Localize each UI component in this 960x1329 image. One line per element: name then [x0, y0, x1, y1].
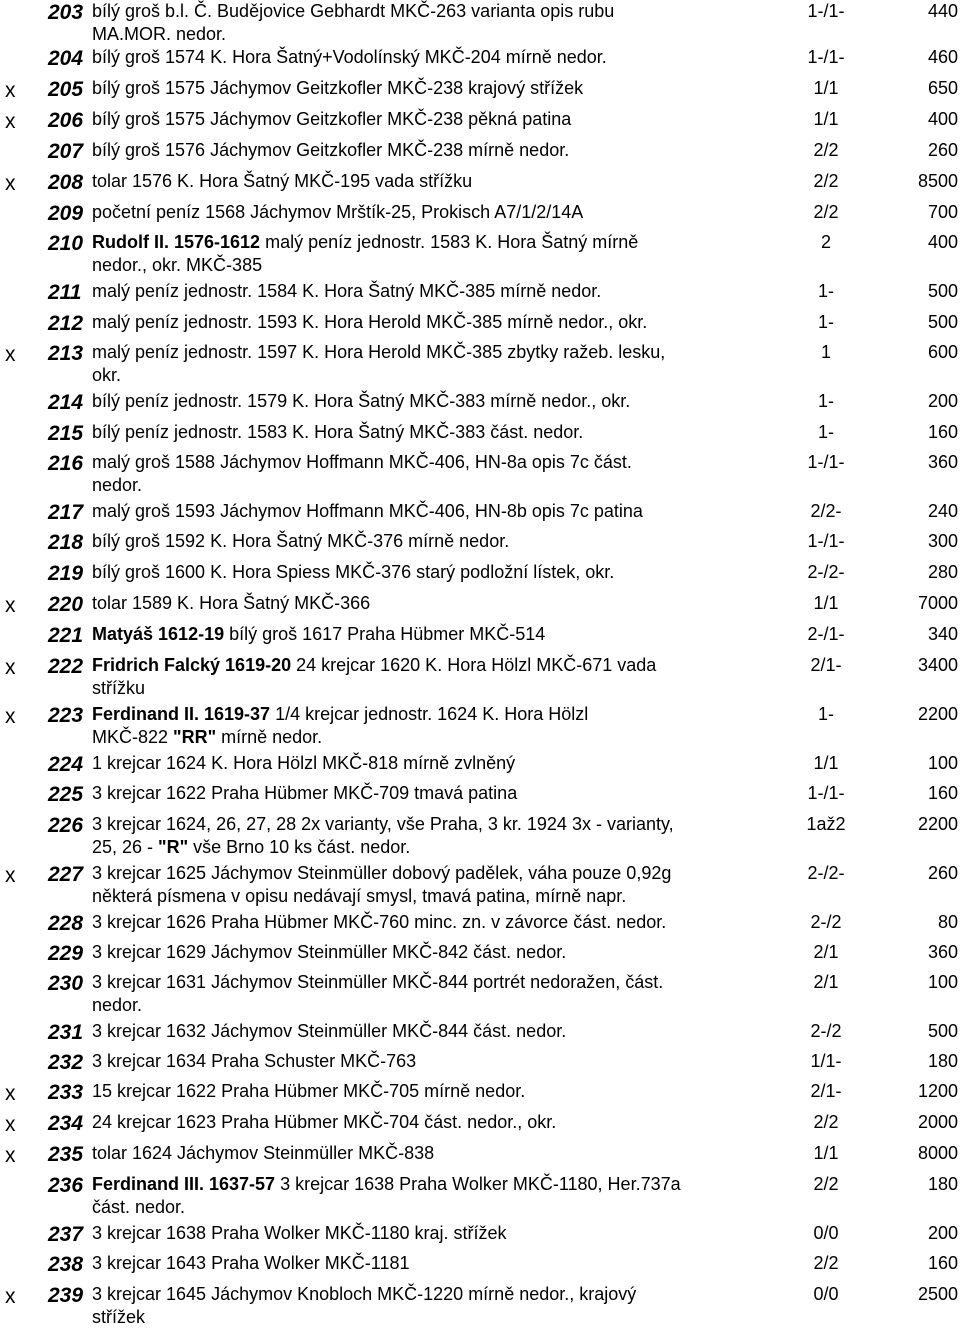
- description-text: malý peníz jednostr. 1584 K. Hora Šatný MKČ-385 mírně nedor.: [92, 281, 602, 301]
- rarity-mark: "RR": [173, 727, 217, 747]
- lot-grade: 2/2: [813, 171, 839, 191]
- lot-number: 226: [48, 814, 84, 837]
- description-text: bílý groš 1574 K. Hora Šatný+Vodolínský MKČ-204 mírně nedor.: [92, 47, 607, 67]
- description-text: bílý groš b.l. Č. Budějovice Gebhardt MKČ-263 varianta opis rubu: [92, 1, 615, 21]
- lot-description: [92, 201, 772, 224]
- description-text: tolar 1576 K. Hora Šatný MKČ-195 vada střížku: [92, 171, 473, 191]
- lot-number: 217: [48, 501, 84, 524]
- lot-grade: 1: [820, 342, 831, 362]
- lot-row: [0, 813, 960, 859]
- lot-grade: 1/1: [813, 1143, 839, 1163]
- lot-description-line: [92, 994, 772, 1017]
- lot-price: 400: [927, 109, 958, 129]
- lot-description-line: [92, 341, 772, 364]
- lot-number: 219: [48, 562, 84, 585]
- lot-number: 227: [48, 863, 84, 886]
- lot-grade: 1/1: [813, 593, 839, 613]
- description-text: bílý groš 1592 K. Hora Šatný MKČ-376 mírně nedor.: [92, 531, 510, 551]
- description-text: bílý peníz jednostr. 1583 K. Hora Šatný MKČ-383 část. nedor.: [92, 422, 584, 442]
- lot-price: 360: [927, 942, 958, 962]
- lot-description-line: [92, 77, 772, 100]
- lot-row: [0, 0, 960, 46]
- lot-description: [92, 1020, 772, 1043]
- lot-grade: 0/0: [813, 1223, 839, 1243]
- lot-grade: 1-: [817, 281, 834, 301]
- lot-description-line: [92, 1111, 772, 1134]
- description-text: malý peníz jednostr. 1597 K. Hora Herold MKČ-385 zbytky ražeb. lesku,: [92, 342, 666, 362]
- lot-grade: 1/1-: [810, 1051, 842, 1071]
- lot-description-line: [92, 1020, 772, 1043]
- lot-number: 220: [48, 593, 84, 616]
- lot-row: [0, 341, 960, 387]
- lot-mark: x: [5, 110, 16, 133]
- lot-number: 235: [48, 1143, 84, 1166]
- lot-description: [92, 703, 772, 749]
- lot-price: 460: [927, 47, 958, 67]
- lot-price: 260: [927, 140, 958, 160]
- lot-number: 213: [48, 342, 84, 365]
- lot-description-line: [92, 1222, 772, 1245]
- lot-grade: 2-/2-: [807, 562, 845, 582]
- lot-number: 211: [48, 281, 82, 304]
- lot-description: [92, 1050, 772, 1073]
- lot-description: [92, 1142, 772, 1165]
- lot-description: [92, 862, 772, 908]
- ruler-heading: Rudolf II. 1576-1612: [92, 232, 261, 252]
- lot-grade: 1-/1-: [807, 531, 845, 551]
- lot-row: [0, 971, 960, 1017]
- lot-description-line: [92, 390, 772, 413]
- lot-description: [92, 170, 772, 193]
- lot-mark: x: [5, 1144, 16, 1167]
- lot-number: 221: [48, 624, 84, 647]
- lot-description-line: [92, 0, 772, 23]
- description-text: 3 krejcar 1632 Jáchymov Steinmüller MKČ-844 část. nedor.: [92, 1021, 567, 1041]
- lot-price: 260: [927, 863, 958, 883]
- lot-number: 234: [48, 1112, 84, 1135]
- lot-description: [92, 623, 772, 646]
- description-text: 3 krejcar 1634 Praha Schuster MKČ-763: [92, 1051, 417, 1071]
- lot-grade: 1/1: [813, 753, 839, 773]
- lot-price: 180: [927, 1174, 958, 1194]
- lot-number: 225: [48, 783, 84, 806]
- lot-mark: x: [5, 343, 16, 366]
- lot-price: 8500: [917, 171, 958, 191]
- lot-description: [92, 1111, 772, 1134]
- lot-description-line: [92, 254, 772, 277]
- lot-price: 160: [927, 783, 958, 803]
- description-text: vše Brno 10 ks část. nedor.: [188, 837, 411, 857]
- lot-price: 340: [927, 624, 958, 644]
- lot-price: 160: [927, 422, 958, 442]
- lot-grade: 0/0: [813, 1284, 839, 1304]
- lot-number: 224: [48, 753, 84, 776]
- lot-number: 223: [48, 704, 84, 727]
- lot-description-line: [92, 726, 772, 749]
- lot-description: [92, 1173, 772, 1219]
- ruler-heading: Ferdinand III. 1637-57: [92, 1174, 276, 1194]
- lot-number: 233: [48, 1081, 84, 1104]
- description-text: nedor., okr. MKČ-385: [92, 255, 263, 275]
- lot-description-line: [92, 280, 772, 303]
- lot-description: [92, 911, 772, 934]
- lot-description-line: [92, 592, 772, 615]
- lot-description-line: [92, 941, 772, 964]
- lot-number: 238: [48, 1253, 84, 1276]
- lot-grade: 2/1-: [810, 655, 842, 675]
- lot-price: 240: [927, 501, 958, 521]
- description-text: 24 krejcar 1620 K. Hora Hölzl MKČ-671 vada: [291, 655, 657, 675]
- lot-row: [0, 703, 960, 749]
- lot-mark: x: [5, 705, 16, 728]
- lot-number: 206: [48, 109, 84, 132]
- lot-price: 400: [927, 232, 958, 252]
- lot-price: 500: [927, 281, 958, 301]
- lot-number: 232: [48, 1051, 84, 1074]
- lot-grade: 2/2: [813, 1174, 839, 1194]
- description-text: část. nedor.: [92, 1197, 186, 1217]
- lot-grade: 1-: [817, 391, 834, 411]
- lot-description: [92, 421, 772, 444]
- lot-description-line: [92, 1142, 772, 1165]
- lot-number: 216: [48, 452, 84, 475]
- description-text: 3 krejcar 1631 Jáchymov Steinmüller MKČ-844 portrét nedoražen, část.: [92, 972, 664, 992]
- lot-description-line: [92, 311, 772, 334]
- lot-number: 207: [48, 140, 84, 163]
- rarity-mark: "R": [158, 837, 189, 857]
- lot-description-line: [92, 46, 772, 69]
- description-text: nedor.: [92, 995, 143, 1015]
- lot-description-line: [92, 885, 772, 908]
- lot-description-line: [92, 421, 772, 444]
- description-text: střížku: [92, 678, 146, 698]
- lot-grade: 1-/1-: [807, 47, 845, 67]
- lot-row: [0, 862, 960, 908]
- lot-description: [92, 1222, 772, 1245]
- lot-mark: x: [5, 172, 16, 195]
- lot-grade: 1-/1-: [807, 452, 845, 472]
- lot-number: 209: [48, 202, 84, 225]
- lot-description: [92, 1252, 772, 1275]
- lot-number: 228: [48, 912, 84, 935]
- lot-row: [0, 231, 960, 277]
- description-text: 25, 26 -: [92, 837, 159, 857]
- description-text: bílý peníz jednostr. 1579 K. Hora Šatný MKČ-383 mírně nedor., okr.: [92, 391, 631, 411]
- lot-description: [92, 971, 772, 1017]
- lot-grade: 2-/1-: [807, 624, 845, 644]
- lot-description: [92, 390, 772, 413]
- description-text: bílý groš 1575 Jáchymov Geitzkofler MKČ-238 krajový střížek: [92, 78, 584, 98]
- lot-description-line: [92, 139, 772, 162]
- lot-mark: x: [5, 1285, 16, 1308]
- lot-grade: 1-/1-: [807, 1, 845, 21]
- description-text: 15 krejcar 1622 Praha Hübmer MKČ-705 mírně nedor.: [92, 1081, 526, 1101]
- lot-price: 650: [927, 78, 958, 98]
- lot-description: [92, 592, 772, 615]
- lot-number: 215: [48, 422, 84, 445]
- lot-description-line: [92, 1050, 772, 1073]
- description-text: nedor.: [92, 475, 143, 495]
- lot-description: [92, 231, 772, 277]
- description-text: 1/4 krejcar jednostr. 1624 K. Hora Hölzl: [270, 704, 589, 724]
- lot-price: 2200: [917, 704, 958, 724]
- lot-description-line: [92, 703, 772, 726]
- lot-description-line: [92, 1283, 772, 1306]
- lot-description-line: [92, 1306, 772, 1329]
- lot-grade: 2/1-: [810, 1081, 842, 1101]
- lot-description-line: [92, 500, 772, 523]
- lot-number: 210: [48, 232, 84, 255]
- lot-description: [92, 813, 772, 859]
- description-text: 3 krejcar 1629 Jáchymov Steinmüller MKČ-842 část. nedor.: [92, 942, 567, 962]
- lot-price: 300: [927, 531, 958, 551]
- lot-number: 229: [48, 942, 84, 965]
- lot-number: 204: [48, 47, 84, 70]
- description-text: 3 krejcar 1622 Praha Hübmer MKČ-709 tmavá patina: [92, 783, 518, 803]
- lot-description-line: [92, 23, 772, 46]
- description-text: malý peníz jednostr. 1583 K. Hora Šatný mírně: [260, 232, 639, 252]
- lot-row: [0, 451, 960, 497]
- lot-grade: 2-/2: [810, 912, 842, 932]
- description-text: bílý groš 1617 Praha Hübmer MKČ-514: [224, 624, 546, 644]
- lot-description: [92, 341, 772, 387]
- lot-mark: x: [5, 79, 16, 102]
- lot-number: 212: [48, 312, 84, 335]
- lot-grade: 1/1: [813, 109, 839, 129]
- lot-row: [0, 1173, 960, 1219]
- lot-description: [92, 311, 772, 334]
- description-text: početní peníz 1568 Jáchymov Mrštík-25, Prokisch A7/1/2/14A: [92, 202, 584, 222]
- lot-description-line: [92, 971, 772, 994]
- lot-price: 160: [927, 1253, 958, 1273]
- lot-description: [92, 782, 772, 805]
- lot-price: 7000: [917, 593, 958, 613]
- lot-description: [92, 561, 772, 584]
- ruler-heading: Ferdinand II. 1619-37: [92, 704, 271, 724]
- lot-description-line: [92, 1080, 772, 1103]
- description-text: 1 krejcar 1624 K. Hora Hölzl MKČ-818 mírně zvlněný: [92, 753, 516, 773]
- lot-mark: x: [5, 1082, 16, 1105]
- description-text: malý groš 1588 Jáchymov Hoffmann MKČ-406, HN-8a opis 7c část.: [92, 452, 632, 472]
- description-text: 3 krejcar 1624, 26, 27, 28 2x varianty, vše Praha, 3 kr. 1924 3x - varianty,: [92, 814, 674, 834]
- description-text: tolar 1624 Jáchymov Steinmüller MKČ-838: [92, 1143, 435, 1163]
- lot-number: 237: [48, 1223, 84, 1246]
- lot-price: 200: [927, 391, 958, 411]
- ruler-heading: Matyáš 1612-19: [92, 624, 225, 644]
- lot-grade: 2/2: [813, 202, 839, 222]
- lot-grade: 2: [820, 232, 831, 252]
- lot-grade: 2/2: [813, 1112, 839, 1132]
- lot-description-line: [92, 813, 772, 836]
- lot-description-line: [92, 451, 772, 474]
- description-text: mírně nedor.: [216, 727, 323, 747]
- description-text: malý peníz jednostr. 1593 K. Hora Herold MKČ-385 mírně nedor., okr.: [92, 312, 648, 332]
- lot-grade: 1-: [817, 704, 834, 724]
- lot-grade: 1až2: [806, 814, 846, 834]
- lot-grade: 1/1: [813, 78, 839, 98]
- lot-mark: x: [5, 656, 16, 679]
- lot-price: 500: [927, 1021, 958, 1041]
- lot-description-line: [92, 231, 772, 254]
- lot-grade: 2/2: [813, 140, 839, 160]
- lot-row: [0, 654, 960, 700]
- description-text: MA.MOR. nedor.: [92, 24, 227, 44]
- lot-price: 360: [927, 452, 958, 472]
- lot-price: 280: [927, 562, 958, 582]
- lot-number: 214: [48, 391, 84, 414]
- lot-description-line: [92, 561, 772, 584]
- ruler-heading: Fridrich Falcký 1619-20: [92, 655, 292, 675]
- lot-number: 231: [48, 1021, 84, 1044]
- description-text: střížek: [92, 1307, 146, 1327]
- lot-grade: 2-/2-: [807, 863, 845, 883]
- lot-row: [0, 1283, 960, 1329]
- lot-grade: 2-/2: [810, 1021, 842, 1041]
- lot-price: 600: [927, 342, 958, 362]
- description-text: malý groš 1593 Jáchymov Hoffmann MKČ-406, HN-8b opis 7c patina: [92, 501, 643, 521]
- lot-description: [92, 941, 772, 964]
- lot-price: 440: [927, 1, 958, 21]
- lot-description: [92, 108, 772, 131]
- description-text: 3 krejcar 1625 Jáchymov Steinmüller dobový padělek, váha pouze 0,92g: [92, 863, 672, 883]
- lot-number: 222: [48, 655, 84, 678]
- lot-price: 100: [927, 753, 958, 773]
- lot-grade: 1-: [817, 422, 834, 442]
- lot-description-line: [92, 862, 772, 885]
- lot-description: [92, 77, 772, 100]
- lot-description: [92, 530, 772, 553]
- lot-number: 205: [48, 78, 84, 101]
- description-text: některá písmena v opisu nedávají smysl, tmavá patina, mírně napr.: [92, 886, 627, 906]
- lot-description-line: [92, 677, 772, 700]
- description-text: bílý groš 1576 Jáchymov Geitzkofler MKČ-238 mírně nedor.: [92, 140, 570, 160]
- lot-description: [92, 654, 772, 700]
- lot-description: [92, 1080, 772, 1103]
- lot-price: 2000: [917, 1112, 958, 1132]
- description-text: bílý groš 1600 K. Hora Spiess MKČ-376 starý podložní lístek, okr.: [92, 562, 615, 582]
- lot-grade: 2/1: [813, 972, 839, 992]
- lot-description-line: [92, 623, 772, 646]
- lot-price: 700: [927, 202, 958, 222]
- lot-description: [92, 451, 772, 497]
- lot-number: 239: [48, 1284, 84, 1307]
- lot-price: 3400: [917, 655, 958, 675]
- lot-description-line: [92, 364, 772, 387]
- description-text: 3 krejcar 1638 Praha Wolker MKČ-1180, Her.737a: [275, 1174, 681, 1194]
- lot-grade: 2/2: [813, 1253, 839, 1273]
- lot-price: 1200: [917, 1081, 958, 1101]
- description-text: 24 krejcar 1623 Praha Hübmer MKČ-704 část. nedor., okr.: [92, 1112, 557, 1132]
- lot-description: [92, 500, 772, 523]
- lot-number: 203: [48, 1, 84, 24]
- description-text: 3 krejcar 1626 Praha Hübmer MKČ-760 minc. zn. v závorce část. nedor.: [92, 912, 667, 932]
- lot-grade: 1-/1-: [807, 783, 845, 803]
- description-text: 3 krejcar 1643 Praha Wolker MKČ-1181: [92, 1253, 410, 1273]
- lot-description-line: [92, 782, 772, 805]
- lot-price: 2200: [917, 814, 958, 834]
- lot-description-line: [92, 1252, 772, 1275]
- description-text: okr.: [92, 365, 122, 385]
- description-text: bílý groš 1575 Jáchymov Geitzkofler MKČ-238 pěkná patina: [92, 109, 572, 129]
- lot-price: 200: [927, 1223, 958, 1243]
- lot-description-line: [92, 170, 772, 193]
- lot-description-line: [92, 911, 772, 934]
- lot-description-line: [92, 108, 772, 131]
- description-text: 3 krejcar 1645 Jáchymov Knobloch MKČ-1220 mírně nedor., krajový: [92, 1284, 637, 1304]
- description-text: tolar 1589 K. Hora Šatný MKČ-366: [92, 593, 371, 613]
- lot-description-line: [92, 201, 772, 224]
- lot-description: [92, 280, 772, 303]
- description-text: MKČ-822: [92, 727, 174, 747]
- lot-grade: 2/1: [813, 942, 839, 962]
- lot-price: 80: [937, 912, 958, 932]
- lot-grade: 1-: [817, 312, 834, 332]
- lot-number: 218: [48, 531, 84, 554]
- lot-description: [92, 46, 772, 69]
- lot-number: 236: [48, 1174, 84, 1197]
- lot-mark: x: [5, 864, 16, 887]
- lot-number: 230: [48, 972, 84, 995]
- lot-mark: x: [5, 1113, 16, 1136]
- description-text: 3 krejcar 1638 Praha Wolker MKČ-1180 kraj. střížek: [92, 1223, 507, 1243]
- lot-price: 8000: [917, 1143, 958, 1163]
- lot-description: [92, 139, 772, 162]
- lot-description-line: [92, 474, 772, 497]
- lot-description-line: [92, 654, 772, 677]
- lot-description: [92, 752, 772, 775]
- lot-description-line: [92, 752, 772, 775]
- lot-price: 180: [927, 1051, 958, 1071]
- lot-description-line: [92, 1173, 772, 1196]
- lot-number: 208: [48, 171, 84, 194]
- lot-grade: 2/2-: [810, 501, 842, 521]
- lot-description: [92, 0, 772, 46]
- lot-description: [92, 1283, 772, 1329]
- lot-description-line: [92, 530, 772, 553]
- lot-price: 500: [927, 312, 958, 332]
- lot-price: 2500: [917, 1284, 958, 1304]
- lot-mark: x: [5, 594, 16, 617]
- lot-description-line: [92, 836, 772, 859]
- lot-description-line: [92, 1196, 772, 1219]
- lot-price: 100: [927, 972, 958, 992]
